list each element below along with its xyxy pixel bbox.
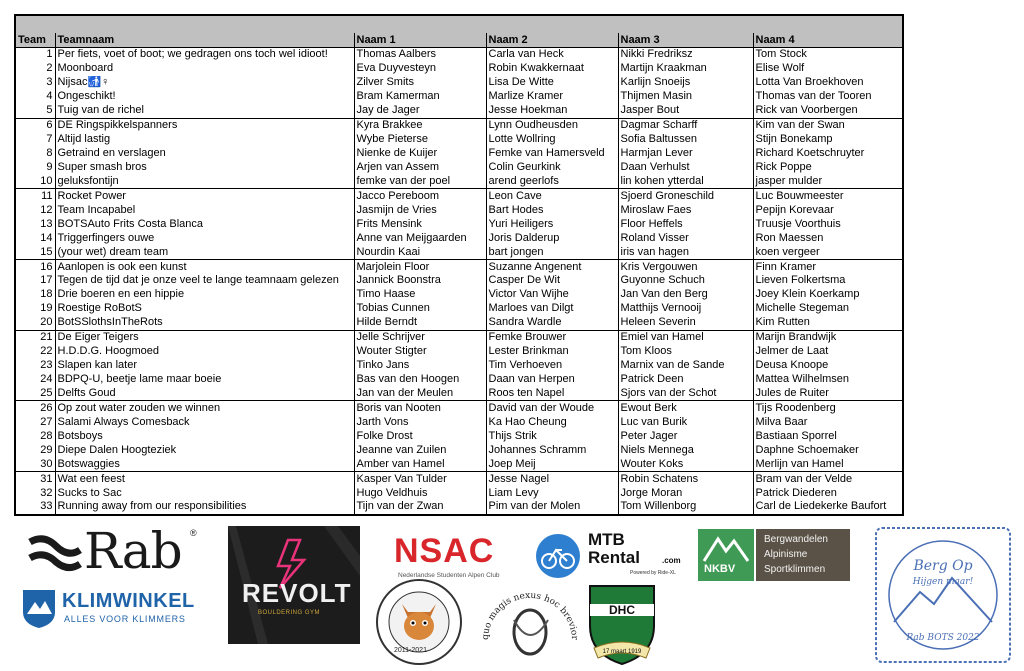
naam-4-cell: Ron Maessen bbox=[753, 231, 903, 245]
naam-2-cell: Femke van Hamersveld bbox=[486, 147, 618, 161]
naam-2-cell: Roos ten Napel bbox=[486, 387, 618, 401]
team-name-cell: H.D.D.G. Hoogmoed bbox=[55, 345, 354, 359]
team-number-cell: 19 bbox=[15, 302, 55, 316]
team-name-cell: Rocket Power bbox=[55, 189, 354, 203]
naam-4-cell: Deusa Knoope bbox=[753, 359, 903, 373]
naam-1-cell: Amber van Hamel bbox=[354, 457, 486, 471]
naam-2-cell: Joep Meij bbox=[486, 457, 618, 471]
berg-op-footer: Rab BOTS 2022 bbox=[906, 633, 980, 643]
table-row bbox=[15, 401, 903, 415]
naam-1-cell: Nienke de Kuijer bbox=[354, 147, 486, 161]
naam-3-cell: Karlijn Snoeijs bbox=[618, 76, 753, 90]
naam-3-cell: Jasper Bout bbox=[618, 104, 753, 118]
naam-4-cell: Lieven Folkertsma bbox=[753, 274, 903, 288]
naam-2-cell: Marloes van Dilgt bbox=[486, 302, 618, 316]
team-name-cell: (your wet) dream team bbox=[55, 245, 354, 259]
table-row bbox=[15, 203, 903, 217]
naam-1-cell: Tijn van der Zwan bbox=[354, 500, 486, 515]
naam-3-cell: Ewout Berk bbox=[618, 401, 753, 415]
naam-1-cell: Jannick Boonstra bbox=[354, 274, 486, 288]
table-row bbox=[15, 387, 903, 401]
team-number-cell: 26 bbox=[15, 401, 55, 415]
naam-3-cell: Sjors van der Schot bbox=[618, 387, 753, 401]
naam-3-cell: Roland Visser bbox=[618, 231, 753, 245]
team-name-cell: Nijsac🚮♀ bbox=[55, 76, 354, 90]
naam-3-cell: Sjoerd Groneschild bbox=[618, 189, 753, 203]
naam-1-cell: Marjolein Floor bbox=[354, 260, 486, 274]
naam-2-cell: Lisa De Witte bbox=[486, 76, 618, 90]
naam-4-cell: Thomas van der Tooren bbox=[753, 90, 903, 104]
table-row bbox=[15, 90, 903, 104]
team-name-cell: Tegen de tijd dat je onze veel te lange teamnaam gelezen bbox=[55, 274, 354, 288]
rab-wordmark: Rab bbox=[84, 522, 182, 580]
naam-4-cell: Elise Wolf bbox=[753, 62, 903, 76]
team-name-cell: Ongeschikt! bbox=[55, 90, 354, 104]
bike-icon bbox=[534, 532, 582, 580]
col-header-naam-4: Naam 4 bbox=[753, 33, 903, 48]
naam-3-cell: Heleen Severin bbox=[618, 316, 753, 330]
naam-4-cell: Tom Stock bbox=[753, 48, 903, 62]
team-number-cell: 20 bbox=[15, 316, 55, 330]
table-row bbox=[15, 457, 903, 471]
naam-4-cell: Merlijn van Hamel bbox=[753, 457, 903, 471]
team-name-cell: Delfts Goud bbox=[55, 387, 354, 401]
delft-brewery-logo bbox=[372, 578, 466, 666]
naam-3-cell: Dagmar Scharff bbox=[618, 118, 753, 132]
dhc-date: 17 maart 1919 bbox=[602, 649, 642, 655]
table-row bbox=[15, 189, 903, 203]
team-number-cell: 29 bbox=[15, 443, 55, 457]
naam-2-cell: Bart Hodes bbox=[486, 203, 618, 217]
team-name-cell: Slapen kan later bbox=[55, 359, 354, 373]
team-number-cell: 16 bbox=[15, 260, 55, 274]
naam-3-cell: Niels Mennega bbox=[618, 443, 753, 457]
team-number-cell: 30 bbox=[15, 457, 55, 471]
table-row bbox=[15, 500, 903, 515]
naam-4-cell: Stijn Bonekamp bbox=[753, 133, 903, 147]
rab-logo bbox=[28, 522, 203, 580]
team-name-cell: Botsboys bbox=[55, 429, 354, 443]
team-name-cell: Moonboard bbox=[55, 62, 354, 76]
naam-3-cell: Robin Schatens bbox=[618, 472, 753, 486]
dhc-abbr: DHC bbox=[609, 603, 635, 617]
naam-4-cell: Finn Kramer bbox=[753, 260, 903, 274]
naam-3-cell: Emiel van Hamel bbox=[618, 330, 753, 344]
dotcom-suffix: .com bbox=[662, 556, 681, 565]
berg-op-subtitle: Hijgen maar! bbox=[912, 577, 974, 587]
naam-1-cell: Bas van den Hoogen bbox=[354, 373, 486, 387]
naam-1-cell: Tobias Cunnen bbox=[354, 302, 486, 316]
table-row bbox=[15, 231, 903, 245]
klimwinkel-logo bbox=[18, 588, 213, 630]
team-name-cell: Sucks to Sac bbox=[55, 486, 354, 500]
team-number-cell: 15 bbox=[15, 245, 55, 259]
team-number-cell: 5 bbox=[15, 104, 55, 118]
naam-4-cell: Tijs Roodenberg bbox=[753, 401, 903, 415]
naam-4-cell: Bram van der Velde bbox=[753, 472, 903, 486]
team-name-cell: De Eiger Teigers bbox=[55, 330, 354, 344]
naam-1-cell: Tinko Jans bbox=[354, 359, 486, 373]
berg-op-title: Berg Op bbox=[913, 558, 973, 574]
naam-1-cell: Hugo Veldhuis bbox=[354, 486, 486, 500]
team-number-cell: 23 bbox=[15, 359, 55, 373]
team-name-cell: BOTSAuto Frits Costa Blanca bbox=[55, 217, 354, 231]
klimwinkel-wordmark: KLIMWINKEL bbox=[62, 590, 195, 612]
col-header-teamnaam: Teamnaam bbox=[55, 33, 354, 48]
naam-2-cell: Johannes Schramm bbox=[486, 443, 618, 457]
team-number-cell: 7 bbox=[15, 133, 55, 147]
naam-2-cell: Carla van Heck bbox=[486, 48, 618, 62]
dhc-shield-icon bbox=[584, 582, 660, 666]
naam-2-cell: Femke Brouwer bbox=[486, 330, 618, 344]
naam-3-cell: Jorge Moran bbox=[618, 486, 753, 500]
naam-3-cell: Floor Heffels bbox=[618, 217, 753, 231]
header-row bbox=[15, 33, 903, 48]
team-name-cell: Salami Always Comesback bbox=[55, 415, 354, 429]
team-number-cell: 31 bbox=[15, 472, 55, 486]
table-row bbox=[15, 174, 903, 188]
naam-4-cell: Lotta Van Broekhoven bbox=[753, 76, 903, 90]
naam-2-cell: Jesse Hoekman bbox=[486, 104, 618, 118]
col-header-team: Team bbox=[15, 33, 55, 48]
naam-4-cell: Kim van der Swan bbox=[753, 118, 903, 132]
table-row bbox=[15, 443, 903, 457]
naam-3-cell: lin kohen ytterdal bbox=[618, 174, 753, 188]
team-number-cell: 2 bbox=[15, 62, 55, 76]
naam-1-cell: Thomas Aalbers bbox=[354, 48, 486, 62]
naam-1-cell: Eva Duyvesteyn bbox=[354, 62, 486, 76]
nsac-tagline: Nederlandse Studenten Alpen Club bbox=[398, 572, 500, 579]
team-number-cell: 11 bbox=[15, 189, 55, 203]
mountain-icon bbox=[698, 531, 754, 565]
table-row bbox=[15, 274, 903, 288]
naam-2-cell: Victor Van Wijhe bbox=[486, 288, 618, 302]
naam-4-cell: Rick van Voorbergen bbox=[753, 104, 903, 118]
naam-1-cell: Timo Haase bbox=[354, 288, 486, 302]
naam-4-cell: Daphne Schoemaker bbox=[753, 443, 903, 457]
latin-motto-logo bbox=[478, 580, 582, 666]
table-row bbox=[15, 118, 903, 132]
team-number-cell: 13 bbox=[15, 217, 55, 231]
naam-3-cell: Luc van Burik bbox=[618, 415, 753, 429]
naam-3-cell: Marnix van de Sande bbox=[618, 359, 753, 373]
team-number-cell: 28 bbox=[15, 429, 55, 443]
naam-4-cell: Carl de Liedekerke Baufort bbox=[753, 500, 903, 515]
naam-4-cell: jasper mulder bbox=[753, 174, 903, 188]
team-name-cell: Getraind en verslagen bbox=[55, 147, 354, 161]
nkbv-line-3: Sportklimmen bbox=[764, 564, 826, 575]
team-number-cell: 10 bbox=[15, 174, 55, 188]
naam-2-cell: Lynn Oudheusden bbox=[486, 118, 618, 132]
team-name-cell: Op zout water zouden we winnen bbox=[55, 401, 354, 415]
naam-2-cell: Tim Verhoeven bbox=[486, 359, 618, 373]
naam-4-cell: Milva Baar bbox=[753, 415, 903, 429]
naam-1-cell: Jasmijn de Vries bbox=[354, 203, 486, 217]
nkbv-logo bbox=[698, 529, 850, 581]
team-name-cell: Running away from our responsibilities bbox=[55, 500, 354, 515]
naam-2-cell: Lotte Wollring bbox=[486, 133, 618, 147]
table-row bbox=[15, 288, 903, 302]
berg-op-badge bbox=[874, 526, 1012, 664]
naam-2-cell: David van der Woude bbox=[486, 401, 618, 415]
naam-2-cell: bart jongen bbox=[486, 245, 618, 259]
table-row bbox=[15, 359, 903, 373]
team-number-cell: 9 bbox=[15, 161, 55, 175]
nsac-logo bbox=[392, 530, 526, 580]
team-number-cell: 21 bbox=[15, 330, 55, 344]
naam-4-cell: Jules de Ruiter bbox=[753, 387, 903, 401]
team-number-cell: 3 bbox=[15, 76, 55, 90]
naam-4-cell: Pepijn Korevaar bbox=[753, 203, 903, 217]
naam-3-cell: Thijmen Masin bbox=[618, 90, 753, 104]
mtb-powered-by: Powered by Ride-XL bbox=[630, 570, 676, 576]
team-number-cell: 8 bbox=[15, 147, 55, 161]
naam-1-cell: Wouter Stigter bbox=[354, 345, 486, 359]
naam-2-cell: Marlize Kramer bbox=[486, 90, 618, 104]
table-row bbox=[15, 429, 903, 443]
mtb-wordmark: MTB bbox=[588, 530, 625, 549]
naam-3-cell: Matthijs Vernooij bbox=[618, 302, 753, 316]
carabiner-rope-icon bbox=[478, 580, 582, 666]
naam-1-cell: Jay de Jager bbox=[354, 104, 486, 118]
naam-1-cell: Jeanne van Zuilen bbox=[354, 443, 486, 457]
table-row bbox=[15, 330, 903, 344]
brewery-years: 2011-2021 bbox=[394, 647, 427, 654]
team-name-cell: BDPQ-U, beetje lame maar boeie bbox=[55, 373, 354, 387]
naam-2-cell: Daan van Herpen bbox=[486, 373, 618, 387]
table-row bbox=[15, 104, 903, 118]
naam-3-cell: Jan Van den Berg bbox=[618, 288, 753, 302]
naam-3-cell: Patrick Deen bbox=[618, 373, 753, 387]
naam-1-cell: Jarth Vons bbox=[354, 415, 486, 429]
naam-2-cell: Ka Hao Cheung bbox=[486, 415, 618, 429]
naam-3-cell: Miroslaw Faes bbox=[618, 203, 753, 217]
rab-swoosh-icon bbox=[28, 532, 82, 572]
naam-4-cell: Truusje Voorthuis bbox=[753, 217, 903, 231]
team-number-cell: 12 bbox=[15, 203, 55, 217]
naam-4-cell: koen vergeer bbox=[753, 245, 903, 259]
naam-3-cell: Martijn Kraakman bbox=[618, 62, 753, 76]
rental-wordmark: Rental bbox=[588, 548, 640, 567]
naam-1-cell: Kyra Brakkee bbox=[354, 118, 486, 132]
dhc-logo bbox=[584, 582, 660, 666]
naam-1-cell: Jan van der Meulen bbox=[354, 387, 486, 401]
table-row bbox=[15, 373, 903, 387]
naam-1-cell: Jelle Schrijver bbox=[354, 330, 486, 344]
table-row bbox=[15, 415, 903, 429]
naam-3-cell: Daan Verhulst bbox=[618, 161, 753, 175]
table-row bbox=[15, 486, 903, 500]
nkbv-abbr: NKBV bbox=[704, 563, 736, 575]
naam-2-cell: Leon Cave bbox=[486, 189, 618, 203]
team-number-cell: 33 bbox=[15, 500, 55, 515]
table-row bbox=[15, 345, 903, 359]
col-header-naam-1: Naam 1 bbox=[354, 33, 486, 48]
naam-1-cell: Arjen van Assem bbox=[354, 161, 486, 175]
naam-3-cell: Sofia Baltussen bbox=[618, 133, 753, 147]
col-header-naam-3: Naam 3 bbox=[618, 33, 753, 48]
table-row bbox=[15, 472, 903, 486]
naam-2-cell: arend geerlofs bbox=[486, 174, 618, 188]
latin-motto-text: quo magis nexus hoc brevior bbox=[480, 590, 580, 641]
naam-4-cell: Michelle Stegeman bbox=[753, 302, 903, 316]
naam-4-cell: Richard Koetschruyter bbox=[753, 147, 903, 161]
team-name-cell: geluksfontijn bbox=[55, 174, 354, 188]
naam-3-cell: Tom Kloos bbox=[618, 345, 753, 359]
team-number-cell: 24 bbox=[15, 373, 55, 387]
naam-3-cell: Tom Willenborg bbox=[618, 500, 753, 515]
naam-2-cell: Suzanne Angenent bbox=[486, 260, 618, 274]
naam-4-cell: Patrick Diederen bbox=[753, 486, 903, 500]
team-name-cell: Triggerfingers ouwe bbox=[55, 231, 354, 245]
naam-4-cell: Bastiaan Sporrel bbox=[753, 429, 903, 443]
naam-1-cell: Boris van Nooten bbox=[354, 401, 486, 415]
naam-2-cell: Casper De Wit bbox=[486, 274, 618, 288]
naam-3-cell: Wouter Koks bbox=[618, 457, 753, 471]
team-name-cell: Super smash bros bbox=[55, 161, 354, 175]
naam-1-cell: Anne van Meijgaarden bbox=[354, 231, 486, 245]
table-row bbox=[15, 245, 903, 259]
team-name-cell: BotSSlothsInTheRots bbox=[55, 316, 354, 330]
team-name-cell: Aanlopen is ook een kunst bbox=[55, 260, 354, 274]
naam-2-cell: Liam Levy bbox=[486, 486, 618, 500]
naam-2-cell: Lester Brinkman bbox=[486, 345, 618, 359]
klimwinkel-tagline: ALLES VOOR KLIMMERS bbox=[64, 614, 186, 624]
team-number-cell: 25 bbox=[15, 387, 55, 401]
table-row bbox=[15, 133, 903, 147]
naam-3-cell: Nikki Fredriksz bbox=[618, 48, 753, 62]
naam-1-cell: Zilver Smits bbox=[354, 76, 486, 90]
table-row bbox=[15, 217, 903, 231]
mtb-rental-logo bbox=[534, 530, 690, 582]
naam-4-cell: Luc Bouwmeester bbox=[753, 189, 903, 203]
naam-2-cell: Thijs Strik bbox=[486, 429, 618, 443]
team-name-cell: Per fiets, voet of boot; we gedragen ons toch wel idioot! bbox=[55, 48, 354, 62]
naam-1-cell: Frits Mensink bbox=[354, 217, 486, 231]
naam-1-cell: Kasper Van Tulder bbox=[354, 472, 486, 486]
team-number-cell: 32 bbox=[15, 486, 55, 500]
naam-2-cell: Jesse Nagel bbox=[486, 472, 618, 486]
team-name-cell: Tuig van de richel bbox=[55, 104, 354, 118]
team-name-cell: Drie boeren en een hippie bbox=[55, 288, 354, 302]
team-name-cell: Botswaggies bbox=[55, 457, 354, 471]
naam-2-cell: Colin Geurkink bbox=[486, 161, 618, 175]
naam-4-cell: Jelmer de Laat bbox=[753, 345, 903, 359]
naam-2-cell: Joris Dalderup bbox=[486, 231, 618, 245]
team-number-cell: 4 bbox=[15, 90, 55, 104]
team-name-cell: Wat een feest bbox=[55, 472, 354, 486]
nkbv-line-1: Bergwandelen bbox=[764, 534, 828, 545]
team-name-cell: Diepe Dalen Hoogteziek bbox=[55, 443, 354, 457]
naam-1-cell: Wybe Pieterse bbox=[354, 133, 486, 147]
naam-2-cell: Pim van der Molen bbox=[486, 500, 618, 515]
col-header-naam-2: Naam 2 bbox=[486, 33, 618, 48]
naam-3-cell: Harmjan Lever bbox=[618, 147, 753, 161]
team-number-cell: 18 bbox=[15, 288, 55, 302]
team-name-cell: Altijd lastig bbox=[55, 133, 354, 147]
team-number-cell: 1 bbox=[15, 48, 55, 62]
header-band bbox=[15, 15, 903, 33]
naam-2-cell: Yuri Heiligers bbox=[486, 217, 618, 231]
team-name-cell: DE Ringspikkelspanners bbox=[55, 118, 354, 132]
table-row bbox=[15, 147, 903, 161]
team-number-cell: 17 bbox=[15, 274, 55, 288]
table-row bbox=[15, 316, 903, 330]
naam-3-cell: Kris Vergouwen bbox=[618, 260, 753, 274]
rab-reg-mark: ® bbox=[190, 528, 197, 538]
team-number-cell: 14 bbox=[15, 231, 55, 245]
nkbv-line-2: Alpinisme bbox=[764, 549, 808, 560]
berg-op-frame-icon bbox=[874, 526, 1012, 664]
naam-4-cell: Kim Rutten bbox=[753, 316, 903, 330]
nsac-wordmark: NSAC bbox=[394, 532, 495, 570]
table-row bbox=[15, 302, 903, 316]
team-number-cell: 22 bbox=[15, 345, 55, 359]
team-table bbox=[14, 14, 902, 516]
naam-4-cell: Marijn Brandwijk bbox=[753, 330, 903, 344]
naam-1-cell: Hilde Berndt bbox=[354, 316, 486, 330]
naam-4-cell: Joey Klein Koerkamp bbox=[753, 288, 903, 302]
naam-3-cell: Guyonne Schuch bbox=[618, 274, 753, 288]
team-number-cell: 27 bbox=[15, 415, 55, 429]
naam-3-cell: Peter Jager bbox=[618, 429, 753, 443]
table-row bbox=[15, 48, 903, 62]
klimwinkel-shield-icon bbox=[20, 588, 58, 628]
table-row bbox=[15, 62, 903, 76]
nkbv-mark bbox=[698, 529, 754, 581]
naam-2-cell: Robin Kwakkernaat bbox=[486, 62, 618, 76]
naam-4-cell: Mattea Wilhelmsen bbox=[753, 373, 903, 387]
team-number-cell: 6 bbox=[15, 118, 55, 132]
naam-1-cell: femke van der poel bbox=[354, 174, 486, 188]
revolt-tagline: BOULDERING GYM bbox=[258, 610, 321, 616]
table-row bbox=[15, 76, 903, 90]
revolt-logo bbox=[228, 526, 360, 644]
naam-1-cell: Nourdin Kaai bbox=[354, 245, 486, 259]
naam-2-cell: Sandra Wardle bbox=[486, 316, 618, 330]
naam-3-cell: iris van hagen bbox=[618, 245, 753, 259]
revolt-wordmark: REVOLT bbox=[242, 578, 352, 608]
team-name-cell: Roestige RoBotS bbox=[55, 302, 354, 316]
table-row bbox=[15, 161, 903, 175]
naam-4-cell: Rick Poppe bbox=[753, 161, 903, 175]
table-row bbox=[15, 260, 903, 274]
naam-1-cell: Folke Drost bbox=[354, 429, 486, 443]
team-name-cell: Team Incapabel bbox=[55, 203, 354, 217]
naam-1-cell: Jacco Pereboom bbox=[354, 189, 486, 203]
naam-1-cell: Bram Kamerman bbox=[354, 90, 486, 104]
